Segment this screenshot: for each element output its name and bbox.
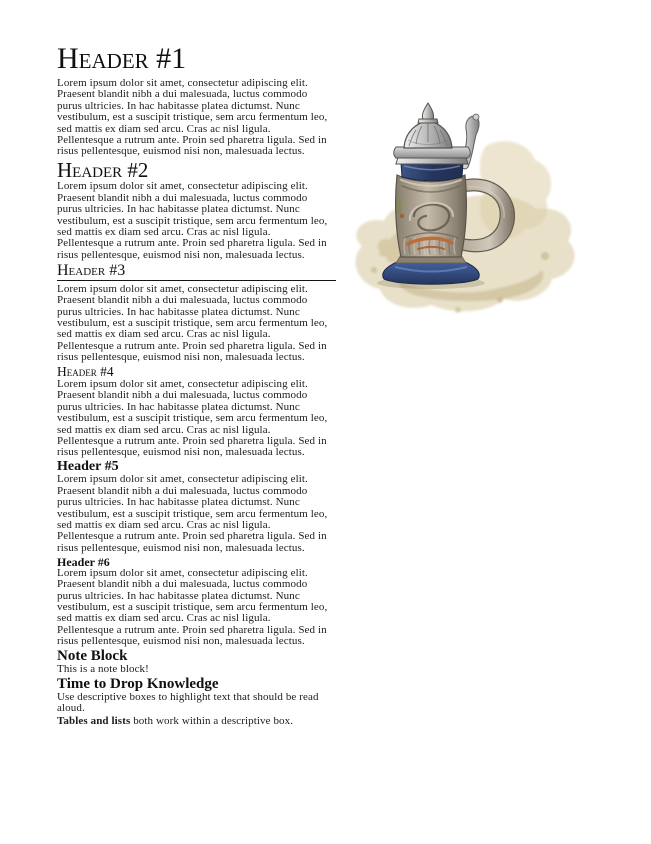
stein-foot: [383, 262, 479, 284]
knowledge-line2-rest: both work within a descriptive box.: [130, 714, 294, 727]
section-5-paragraph: Lorem ipsum dolor sit amet, consectetur adipiscing elit. Praesent blandit nibh a dui malesuada, luctus commodo purus ultricies. In hac habitasse platea dictumst. Nunc vestibulum, est a suscipit tristique, sem arcu fermentum leo, sed mattis ex diam sed arcu. Cras ac nisl ligula. Pellentesque a rutrum ante. Proin sed pharetra ligula. Sed in risus pellentesque, euismod nisi non, malesuada lectus.: [57, 473, 328, 554]
section-header-4: Header #4: [57, 364, 114, 380]
section-3-paragraph: Lorem ipsum dolor sit amet, consectetur adipiscing elit. Praesent blandit nibh a dui malesuada, luctus commodo purus ultricies. In hac habitasse platea dictumst. Nunc vestibulum, est a suscipit tristique, sem arcu fermentum leo, sed mattis ex diam sed arcu. Cras ac nisl ligula. Pellentesque a rutrum ante. Proin sed pharetra ligula. Sed in risus pellentesque, euismod nisi non, malesuada lectus.: [57, 282, 328, 364]
section-header-1: Header #1: [57, 42, 187, 75]
accent-rust-dot: [400, 214, 404, 218]
accent-green-dab: [397, 198, 401, 215]
note-block-body: This is a note block!: [57, 663, 149, 676]
stein-lid-rim: [394, 147, 471, 158]
note-block-title: Note Block: [57, 648, 128, 665]
knowledge-line1: Use descriptive boxes to highlight text that should be read aloud.: [57, 690, 319, 715]
text-column: [57, 44, 336, 728]
section-header-3: Header #3: [57, 263, 336, 281]
section-header-2: Header #2: [57, 158, 149, 183]
section-2-paragraph: Lorem ipsum dolor sit amet, consectetur adipiscing elit. Praesent blandit nibh a dui malesuada, luctus commodo purus ultricies. In hac habitasse platea dictumst. Nunc vestibulum, est a suscipit tristique, sem arcu fermentum leo, sed mattis ex diam sed arcu. Cras ac nisl ligula. Pellentesque a rutrum ante. Proin sed pharetra ligula. Sed in risus pellentesque, euismod nisi non, malesuada lectus.: [57, 180, 328, 261]
section-6-paragraph: Lorem ipsum dolor sit amet, consectetur adipiscing elit. Praesent blandit nibh a dui malesuada, luctus commodo purus ultricies. In hac habitasse platea dictumst. Nunc vestibulum, est a suscipit tristique, sem arcu fermentum leo, sed mattis ex diam sed arcu. Cras ac nisl ligula. Pellentesque a rutrum ante. Proin sed pharetra ligula. Sed in risus pellentesque, euismod nisi non, malesuada lectus.: [57, 566, 328, 648]
knowledge-title: Time to Drop Knowledge: [57, 675, 219, 692]
section-1-paragraph: Lorem ipsum dolor sit amet, consectetur adipiscing elit. Praesent blandit nibh a dui malesuada, luctus commodo purus ultricies. In hac habitasse platea dictumst. Nunc vestibulum, est a suscipit tristique, sem arcu fermentum leo, sed mattis ex diam sed arcu. Cras ac nisl ligula. Pellentesque a rutrum ante. Proin sed pharetra ligula. Sed in risus pellentesque, euismod nisi non, malesuada lectus.: [57, 77, 328, 158]
stein-illustration: [338, 86, 586, 326]
knowledge-line2: [57, 716, 329, 728]
knowledge-line2-bold: Tables and lists: [57, 714, 131, 727]
section-header-6: Header #6: [57, 554, 110, 569]
beer-stein-svg: [338, 86, 586, 326]
stein-blue-band: [401, 163, 463, 181]
section-header-5: Header #5: [57, 459, 119, 475]
section-4-paragraph: Lorem ipsum dolor sit amet, consectetur adipiscing elit. Praesent blandit nibh a dui malesuada, luctus commodo purus ultricies. In hac habitasse platea dictumst. Nunc vestibulum, est a suscipit tristique, sem arcu fermentum leo, sed mattis ex diam sed arcu. Cras ac nisl ligula. Pellentesque a rutrum ante. Proin sed pharetra ligula. Sed in risus pellentesque, euismod nisi non, malesuada lectus.: [57, 378, 328, 459]
